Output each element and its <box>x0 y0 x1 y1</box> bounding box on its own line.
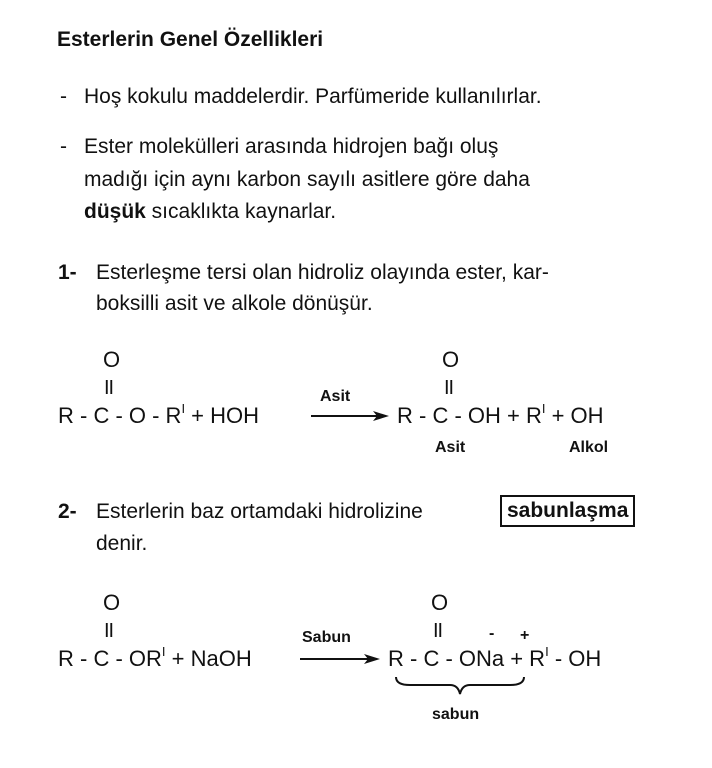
prime-superscript: I <box>181 400 186 416</box>
formula-part: R - C - ONa + R <box>388 646 546 671</box>
positive-charge: + <box>520 627 530 644</box>
bold-word: düşük <box>84 200 146 223</box>
curly-brace-icon <box>394 675 526 697</box>
alcohol-label: Alkol <box>569 439 609 456</box>
item-number: 1- <box>58 261 77 284</box>
reactant-formula <box>58 643 252 671</box>
formula-part: R - C - O - R <box>58 403 182 428</box>
bullet-dash: - <box>60 135 67 158</box>
bullet-text: madığı için aynı karbon sayılı asitlere göre daha <box>84 168 530 191</box>
product-formula <box>388 643 602 671</box>
item-text: Esterleşme tersi olan hidroliz olayında ester, kar- <box>96 261 549 284</box>
soap-label: sabun <box>432 706 480 723</box>
formula-part: + NaOH <box>165 646 252 671</box>
prime-superscript: I <box>161 643 166 659</box>
reactant-formula <box>58 400 260 428</box>
product-formula <box>397 400 604 428</box>
page-title: Esterlerin Genel Özellikleri <box>57 28 324 51</box>
oxygen-label: O <box>103 347 121 372</box>
bullet-text: Hoş kokulu maddelerdir. Parfümeride kullanılırlar. <box>84 85 542 108</box>
formula-part: + HOH <box>185 403 260 428</box>
prime-superscript: I <box>545 643 549 659</box>
double-bond: II <box>444 377 454 399</box>
arrow-label: Sabun <box>302 629 351 646</box>
boxed-term: sabunlaşma <box>500 495 635 527</box>
bullet-text <box>84 201 336 222</box>
item-number: 2- <box>58 500 77 523</box>
reaction-arrow-icon <box>300 653 382 665</box>
formula-part: R - C - OH + R <box>397 403 542 428</box>
negative-charge: - <box>489 625 495 642</box>
item-text: boksilli asit ve alkole dönüşür. <box>96 292 373 315</box>
bullet-text: Ester molekülleri arasında hidrojen bağı oluş <box>84 135 499 158</box>
oxygen-label: O <box>442 347 460 372</box>
bullet-dash: - <box>60 85 67 108</box>
item-text: Esterlerin baz ortamdaki hidrolizine <box>96 500 423 523</box>
arrow-label: Asit <box>320 388 351 405</box>
double-bond: II <box>433 620 443 642</box>
bullet-text-rest: sıcaklıkta kaynarlar. <box>145 200 337 223</box>
formula-part: R - C - OR <box>58 646 162 671</box>
formula-part: + OH <box>545 403 604 428</box>
acid-label: Asit <box>435 439 466 456</box>
double-bond: II <box>104 620 114 642</box>
oxygen-label: O <box>431 590 449 615</box>
reaction-arrow-icon <box>311 410 391 422</box>
formula-part: - OH <box>548 646 602 671</box>
double-bond: II <box>104 377 114 399</box>
item-text: denir. <box>96 532 148 555</box>
prime-superscript: I <box>541 400 546 416</box>
oxygen-label: O <box>103 590 121 615</box>
